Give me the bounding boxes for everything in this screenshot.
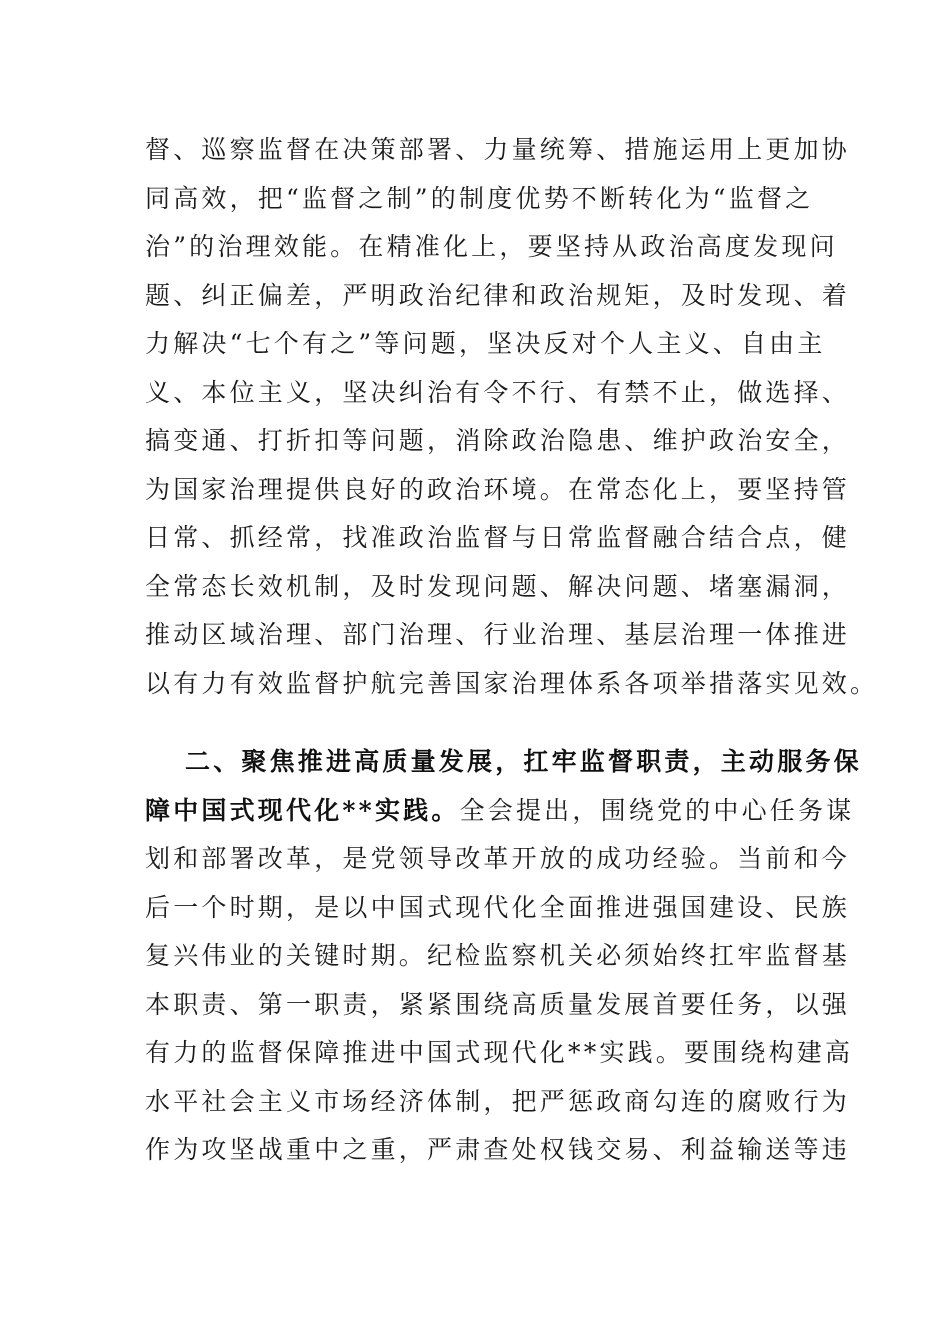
paragraph-supervision-governance [145, 126, 879, 708]
text-line: 题、纠正偏差，严明政治纪律和政治规矩，及时发现、着 [145, 280, 851, 310]
text-line: 力解决“七个有之”等问题，坚决反对个人主义、自由主 [145, 329, 826, 358]
text-line: 治”的治理效能。在精准化上，要坚持从政治高度发现问 [145, 232, 838, 261]
text-line: 同高效，把“监督之制”的制度优势不断转化为“监督之 [145, 183, 814, 213]
text-line: 为国家治理提供良好的政治环境。在常态化上，要坚持管 [145, 474, 851, 504]
text-line: 水平社会主义市场经济体制，把严惩政商勾连的腐败行为 [145, 1086, 851, 1116]
section-heading-tail: 障中国式现代化**实践。 [145, 795, 460, 825]
heading-continuation-line [145, 787, 855, 836]
text-line: 义、本位主义，坚决纠治有令不行、有禁不止，做选择、 [145, 377, 851, 407]
text-line: 作为攻坚战重中之重，严肃查处权钱交易、利益输送等违 [145, 1135, 851, 1164]
text-line: 全常态长效机制，及时发现问题、解决问题、堵塞漏洞， [145, 571, 851, 601]
text-line: 有力的监督保障推进中国式现代化**实践。要围绕构建高 [145, 1038, 854, 1067]
text-line: 后一个时期，是以中国式现代化全面推进强国建设、民族 [145, 892, 851, 922]
text-line: 推动区域治理、部门治理、行业治理、基层治理一体推进 [145, 620, 851, 649]
text-segment: 全会提出，围绕党的中心任务谋 [459, 795, 855, 825]
text-line: 督、巡察监督在决策部署、力量统筹、措施运用上更加协 [145, 135, 851, 164]
paragraph-high-quality-development [145, 738, 862, 1175]
text-line: 复兴伟业的关键时期。纪检监察机关必须始终扛牢监督基 [145, 941, 851, 970]
text-line: 本职责、第一职责，紧紧围绕高质量发展首要任务，以强 [145, 989, 851, 1019]
text-line: 以有力有效监督护航完善国家治理体系各项举措落实见效。 [145, 668, 879, 698]
section-heading-line: 二、聚焦推进高质量发展，扛牢监督职责，主动服务保 [185, 747, 862, 776]
text-line: 日常、抓经常，找准政治监督与日常监督融合结合点，健 [145, 523, 851, 552]
text-line: 划和部署改革，是党领导改革开放的成功经验。当前和今 [145, 844, 851, 873]
text-line: 搞变通、打折扣等问题，消除政治隐患、维护政治安全， [145, 426, 851, 455]
